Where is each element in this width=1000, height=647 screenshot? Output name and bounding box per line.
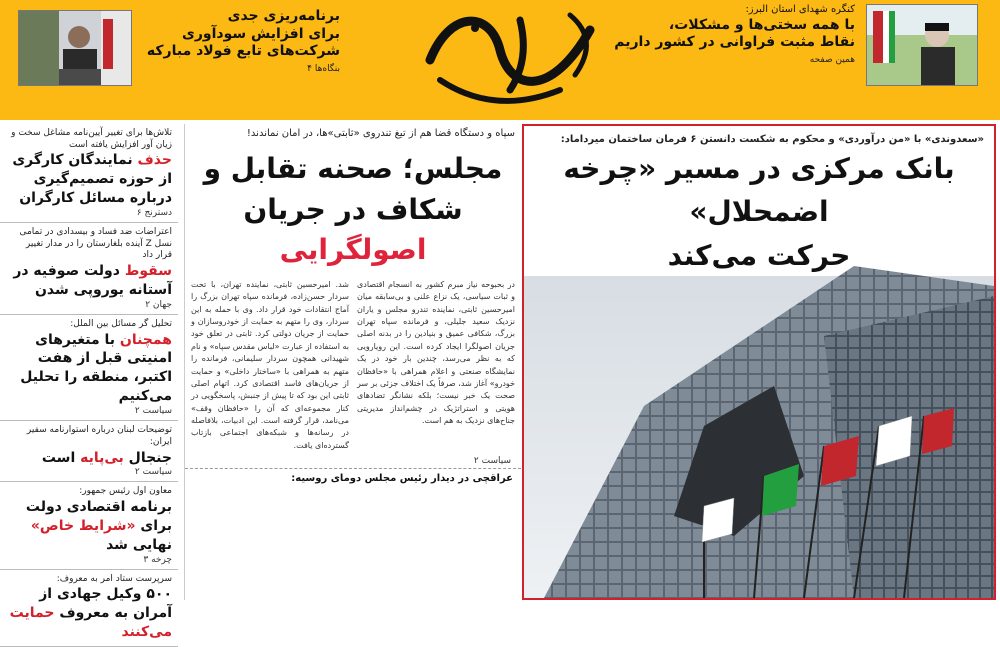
portrait-photo-icon	[19, 11, 131, 85]
sidebar-item-highlight: حمایت می‌کنند	[9, 605, 172, 641]
left-teaser-line: برای افزایش سودآوری	[182, 25, 340, 42]
sidebar-item-headline	[8, 151, 172, 208]
middle-body-column: شد. امیرحسین ثابتی، نماینده تهران، با تحت سردار حسن‌زاده، فرمانده سپاه تهران بزرگ را آماج انتقادات خود قرار داد. وی با حمله به این سردار، وی را متهم به حمایت از خودروسازان و حمایت از جریان دولتی کرد. ثابتی در تعلق خود به استفاده از عبارت «لباس مقدس سپاه» و نام شهیدانی همچون سردار سلیمانی، فرمانده را متهم به همراهی با «ساختار داخلی» و حمایت از جریان‌های فاسد اقتصادی کرد. اتهام اصلی ثابتی این بود که تا پیش از جنبش، پاسخگویی در کنار مجموعه‌ای که آن را «حافظان وقف» می‌نامد، قرار گرفته است. این ادبیات، بلافاصله در رسانه‌ها و شبکه‌های اجتماعی بازتاب گسترده‌ای یافت.	[191, 279, 349, 450]
masthead-band	[0, 0, 1000, 120]
sidebar-item-headline-text: دولت صوفیه در آستانه یوروپی شدن	[13, 263, 172, 298]
middle-headline-text: شکاف در جریان	[243, 192, 463, 226]
main-story[interactable]	[522, 124, 996, 600]
sidebar-item[interactable]	[0, 421, 178, 482]
main-headline-line: حرکت می‌کند	[667, 238, 851, 272]
middle-body-columns	[185, 277, 521, 454]
calligraphy-logo-icon	[400, 0, 620, 118]
sidebar-item-page: دسترنج ۶	[136, 208, 172, 219]
sidebar-item-page: جهان ۲	[145, 299, 172, 310]
right-teaser-photo[interactable]	[866, 4, 978, 86]
middle-sub-headline[interactable]: عراقچی در دیدار رئیس مجلس دومای روسیه:	[185, 468, 521, 488]
sidebar-item[interactable]	[0, 124, 178, 223]
sidebar-item-headline-text: است	[41, 449, 81, 466]
middle-story[interactable]	[184, 124, 521, 600]
sidebar-item-kicker: تحلیل گر مسائل بین الملل:	[70, 318, 172, 329]
main-kicker: «سعدوندی» با «من درآوردی» و محکوم به شکست دانستن ۶ فرمان ساختمان میرداماد:	[560, 134, 984, 145]
sidebar-item-kicker: توضیحات لبنان درباره استوارنامه سفیر ایران:	[26, 425, 172, 447]
sidebar-item[interactable]	[0, 482, 178, 569]
middle-body-column: در بحبوحه نیاز مبرم کشور به انسجام اقتصادی و ثبات سیاسی، یک نزاع علنی و بی‌سابقه میان امیرحسین ثابتی، نماینده تندرو مجلس و یاران نزدیک سعید جلیلی، و فرمانده سپاه تهران بزرگ، شکافی عمیق و بنیادین را در بدنه اصلی جریان اصولگرا ایجاد کرده است. این رویارویی که به نظر می‌رسد، چندین بار خود در یک نمایشگاه صنعتی و اعلام همراهی با «حافظان خودرو» آغاز شد، صرفاً یک اختلاف جزئی بر سر صحت یک خبر نیست؛ بلکه نشانگر تضادهای هویتی و استراتژیک در چشم‌انداز مدیریتی جناح‌های نزدیک به هم است.	[357, 279, 515, 426]
sidebar-item-headline	[8, 498, 172, 555]
main-headline-line: بانک مرکزی در مسیر «چرخه اضمحلال»	[563, 152, 955, 229]
sidebar-item-kicker: سرپرست ستاد امر به معروف:	[56, 573, 172, 584]
middle-source: سیاست ۲	[473, 456, 511, 467]
sidebar-item-headline-text: برنامه اقتصادی دولت برای	[25, 499, 172, 534]
bank-building-photo-icon	[524, 276, 994, 598]
middle-kicker: سپاه و دستگاه قضا هم از تیغ تندروی «ثابتی»ها، در امان نماندند!	[246, 128, 515, 139]
sidebar-item-highlight: حذف	[137, 152, 172, 169]
sidebar-item-page: سیاست ۲	[134, 406, 172, 417]
sidebar-item[interactable]	[0, 315, 178, 421]
sidebar-item-kicker: تلاش‌ها برای تغییر آیین‌نامه مشاغل سخت و زیان آور افزایش یافته است	[11, 128, 172, 150]
main-headline[interactable]	[524, 147, 994, 277]
sidebar-item-highlight: «شرایط خاص»	[30, 517, 136, 534]
middle-headline-line	[193, 190, 513, 271]
sidebar-item-headline	[8, 262, 172, 300]
left-teaser-photo[interactable]	[18, 10, 132, 86]
right-teaser-line: نقاط مثبت فراوانی در کشور داریم	[614, 34, 855, 50]
sidebar-item-highlight: سقوط	[124, 263, 172, 280]
sidebar-item-headline	[8, 449, 172, 468]
sidebar-item-headline	[8, 585, 172, 642]
sidebar-item-headline-text: جنجال	[123, 449, 172, 466]
left-teaser-line: برنامه‌ریزی جدی	[227, 8, 340, 24]
right-teaser[interactable]	[600, 4, 855, 66]
sidebar-item[interactable]	[0, 223, 178, 315]
left-teaser[interactable]	[140, 8, 340, 75]
left-teaser-line: شرکت‌های تابع فولاد مبارکه	[146, 43, 340, 59]
sidebar-item-page: چرخه ۳	[143, 554, 172, 565]
left-teaser-source: بنگاه‌ها ۴	[307, 63, 340, 74]
sidebar-item-headline-text: نهایی شد	[106, 536, 172, 553]
sidebar-item-headline-text: با متغیرهای امنیتی قبل از هفت اکتبر، منطقه را تحلیل می‌کنیم	[20, 331, 172, 405]
sidebar-item[interactable]	[0, 570, 178, 647]
right-teaser-source: همین صفحه	[809, 54, 855, 65]
sidebar-item-headline	[8, 331, 172, 407]
sidebar-item-kicker: اعتراضات ضد فساد و بیسدادی در تمامی نسل Z آینده بلغارستان را در مدار تغییر قرار داد	[19, 227, 172, 261]
sidebar-item-headline-text: نمایندگان کارگری از حوزه تصمیم‌گیری درباره مسائل کارگران	[12, 152, 172, 207]
portrait-photo-icon	[867, 5, 977, 85]
right-teaser-line: با همه سختی‌ها و مشکلات،	[668, 16, 855, 33]
sidebar-news-list	[0, 124, 178, 641]
sidebar-item-page: سیاست ۲	[134, 467, 172, 478]
sidebar-item-highlight: همچنان	[119, 331, 172, 348]
sidebar-item-kicker: معاون اول رئیس جمهور:	[79, 486, 172, 497]
right-teaser-kicker: کنگره شهدای استان البرز:	[745, 4, 855, 15]
sidebar-item-headline-text: ۵۰۰ وکیل جهادی از آمران به معروف	[39, 586, 172, 622]
middle-headline-highlight: اصولگرایی	[279, 233, 427, 267]
sidebar-item-highlight: بی‌پایه	[80, 449, 124, 466]
middle-headline[interactable]	[185, 143, 521, 277]
middle-headline-line: مجلس؛ صحنه تقابل و	[203, 152, 503, 185]
